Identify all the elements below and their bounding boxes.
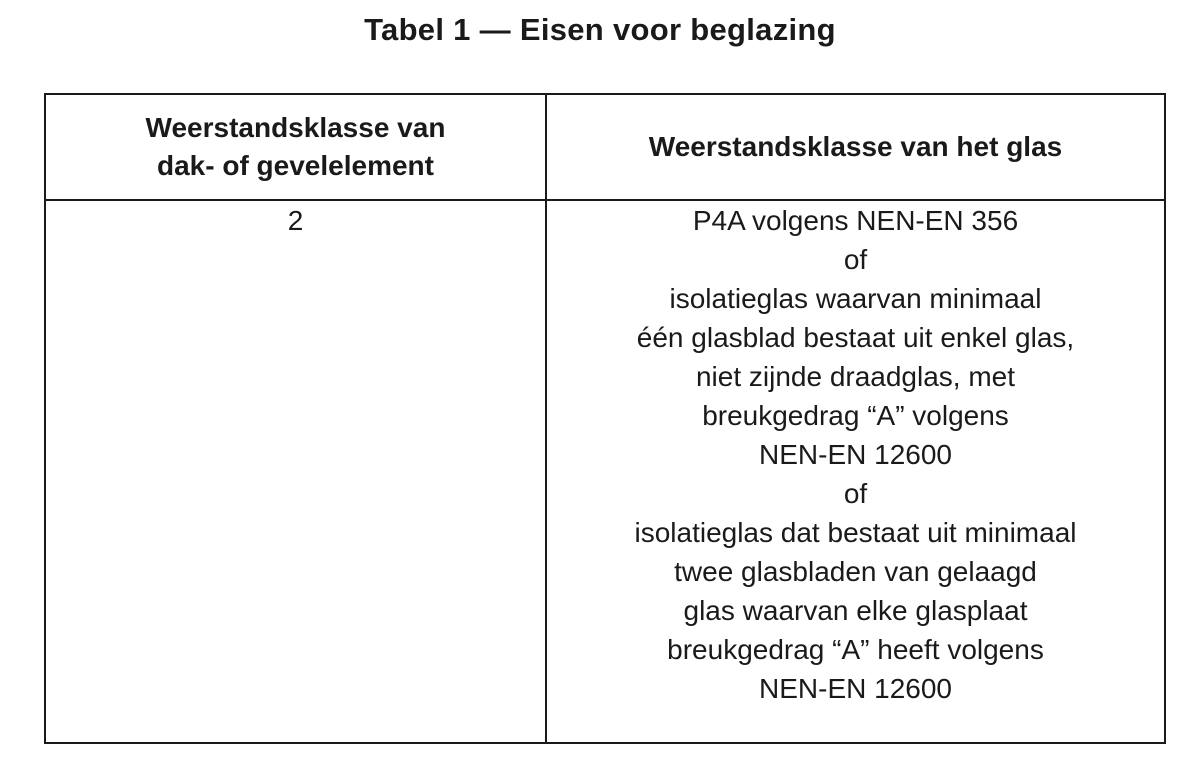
glass-line: isolatieglas dat bestaat uit minimaal [634,517,1077,548]
header-glass-class [546,94,1165,200]
header-line: Weerstandsklasse van het glas [648,131,1063,162]
glass-line: NEN-EN 12600 [759,439,952,470]
table-title: Tabel 1 — Eisen voor beglazing [364,12,836,47]
cell-element-class: 2 [45,200,546,743]
glass-line: breukgedrag “A” heeft volgens [667,634,1044,665]
requirements-table [44,93,1166,744]
cell-glass-requirement [546,200,1165,743]
glass-line: niet zijnde draadglas, met [695,361,1016,392]
glass-line: of [843,478,868,509]
header-element-class [45,94,546,200]
header-line: Weerstandsklasse van [145,112,446,143]
glass-line: één glasblad bestaat uit enkel glas, [636,322,1075,353]
header-line: dak- of gevelelement [157,150,434,181]
glass-line: breukgedrag “A” volgens [702,400,1009,431]
glass-line: P4A volgens NEN-EN 356 [692,205,1019,236]
glass-line: twee glasbladen van gelaagd [674,556,1037,587]
glass-line: glas waarvan elke glasplaat [683,595,1028,626]
glass-line: NEN-EN 12600 [759,673,952,704]
glass-line: of [843,244,868,275]
table-row [45,200,1165,743]
table-header-row [45,94,1165,200]
glass-line: isolatieglas waarvan minimaal [669,283,1042,314]
